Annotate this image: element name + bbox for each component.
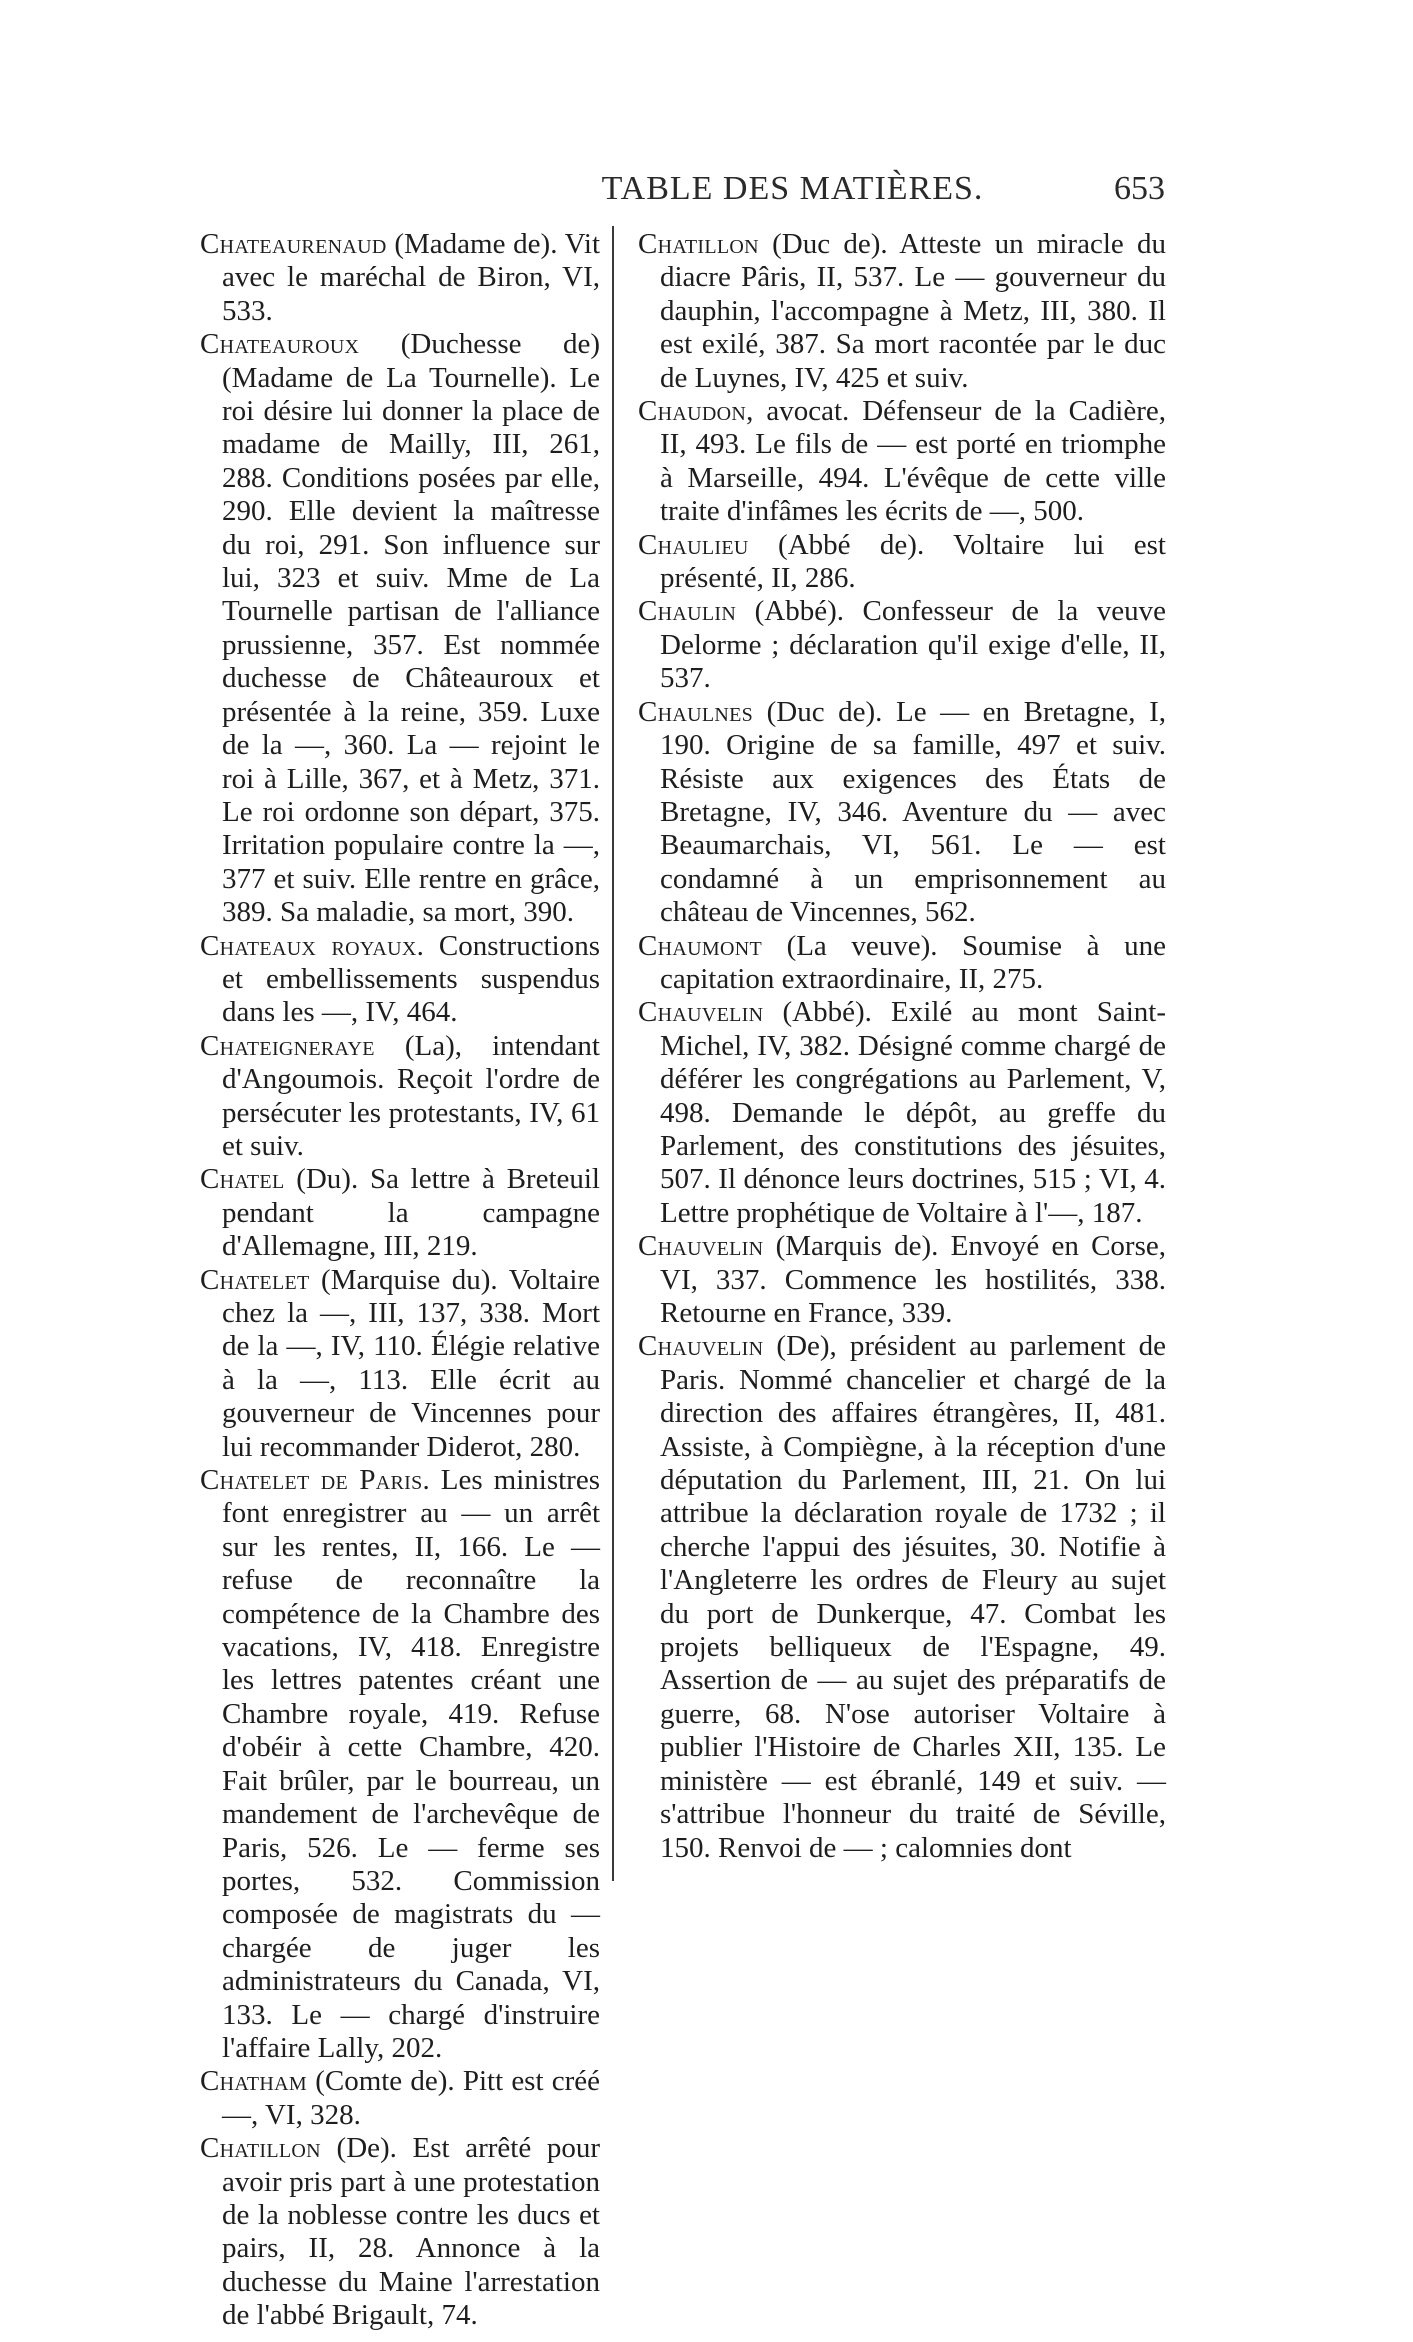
- entry-heading: Chateaux royaux: [200, 929, 417, 962]
- running-header: [420, 170, 1165, 214]
- index-entry: [200, 2065, 600, 2132]
- entry-heading: Chateigneraye: [200, 1029, 375, 1062]
- index-entry: [638, 696, 1166, 930]
- entry-text: (Duchesse de) (Madame de La Tournelle). Le roi désire lui donner la place de madame de Mailly, III, 261, 288. Conditions posées par elle, 290. Elle devient la maîtresse du roi, 291. Son influence sur lui, 323 et suiv. Mme de La Tournelle partisan de l'alliance prussienne, 357. Est nommée duchesse de Châteauroux et présentée à la reine, 359. Luxe de la —, 360. La — rejoint le roi à Lille, 367, et à Metz, 371. Le roi ordonne son départ, 375. Irritation populaire contre la —, 377 et suiv. Elle rentre en grâce, 389. Sa maladie, sa mort, 390.: [222, 328, 600, 929]
- entry-text: (Madame de). Vit avec le maréchal de Biron, VI, 533.: [222, 228, 600, 327]
- left-column: [200, 228, 600, 2333]
- entry-text: (Comte de). Pitt est créé —, VI, 328.: [222, 2065, 600, 2131]
- entry-text: (Duc de). Le — en Bretagne, I, 190. Origine de sa famille, 497 et suiv. Résiste aux exigences des États de Bretagne, IV, 346. Aventure du — avec Beaumarchais, VI, 561. Le — est condamné à un emprisonnement au château de Vincennes, 562.: [660, 695, 1166, 929]
- entry-heading: Chatillon: [200, 2132, 321, 2165]
- entry-heading: Chatham: [200, 2065, 307, 2098]
- entry-text: (Marquise du). Voltaire chez la —, III, 137, 338. Mort de la —, IV, 110. Élégie relative à la —, 113. Elle écrit au gouverneur de Vincennes pour lui recommander Diderot, 280.: [222, 1263, 600, 1463]
- entry-text: (De), président au parlement de Paris. Nommé chancelier et chargé de la direction des affaires étrangères, II, 481. Assiste, à Compiègne, à la réception d'une députation du Parlement, III, 21. On lui attribue la déclaration royale de 1732 ; il cherche l'appui des jésuites, 30. Notifie à l'Angleterre les ordres de Fleury au sujet du port de Dunkerque, 47. Combat les projets belliqueux de l'Espagne, 49. Assertion de — au sujet des préparatifs de guerre, 68. N'ose autoriser Voltaire à publier l'Histoire de Charles XII, 135. Le ministère — est ébranlé, 149 et suiv. — s'attribue l'honneur du traité de Séville, 150. Renvoi de — ; calomnies dont: [660, 1330, 1166, 1864]
- entry-heading: Chaumont: [638, 929, 762, 962]
- entry-text: . Constructions et embellissements suspendus dans les —, IV, 464.: [222, 929, 600, 1029]
- column-divider: [612, 226, 614, 1881]
- index-entry: [200, 930, 600, 1030]
- entry-text: . Les ministres font enregistrer au — un arrêt sur les rentes, II, 166. Le — refuse de reconnaître la compétence de la Chambre des vacations, IV, 418. Enregistre les lettres patentes créant une Chambre royale, 419. Refuse d'obéir à cette Chambre, 420. Fait brûler, par le bourreau, un mandement de l'archevêque de Paris, 526. Le — ferme ses portes, 532. Commission composée de magistrats du — chargée de juger les administrateurs du Canada, VI, 133. Le — chargé d'instruire l'affaire Lally, 202.: [222, 1464, 600, 2064]
- entry-text: (Abbé de). Voltaire lui est présenté, II, 286.: [660, 528, 1166, 595]
- index-entry: [200, 1464, 600, 2065]
- entry-text: (Abbé). Exilé au mont Saint-Michel, IV, 382. Désigné comme chargé de déférer les congrégations au Parlement, V, 498. Demande le dépôt, au greffe du Parlement, des constitutions des jésuites, 507. Il dénonce leurs doctrines, 515 ; VI, 4. Lettre prophétique de Voltaire à l'—, 187.: [660, 996, 1166, 1229]
- entry-text: (Du). Sa lettre à Breteuil pendant la campagne d'Allemagne, III, 219.: [222, 1163, 600, 1263]
- index-entry: [638, 930, 1166, 997]
- entry-text: , avocat. Défenseur de la Cadière, II, 493. Le fils de — est porté en triomphe à Marseille, 494. L'évêque de cette ville traite d'infâmes les écrits de —, 500.: [660, 395, 1166, 528]
- entry-heading: Chateauroux: [200, 328, 360, 361]
- entry-heading: Chatel: [200, 1163, 285, 1196]
- page-title: TABLE DES MATIÈRES.: [601, 170, 984, 207]
- entry-heading: Chaudon: [638, 395, 747, 428]
- right-column: [638, 228, 1166, 1865]
- index-entry: [200, 1163, 600, 1263]
- index-entry: [200, 228, 600, 328]
- page-number: 653: [1114, 170, 1165, 207]
- index-entry: [638, 996, 1166, 1230]
- entry-heading: Chaulieu: [638, 528, 749, 561]
- entry-heading: Chaulnes: [638, 695, 754, 728]
- entry-heading: Chatillon: [638, 228, 759, 260]
- entry-heading: Chateaurenaud: [200, 228, 387, 260]
- index-entry: [200, 1030, 600, 1164]
- entry-text: (Duc de). Atteste un miracle du diacre Pâris, II, 537. Le — gouverneur du dauphin, l'accompagne à Metz, III, 380. Il est exilé, 387. Sa mort racontée par le duc de Luynes, IV, 425 et suiv.: [660, 228, 1166, 394]
- entry-heading: Chatelet: [200, 1263, 310, 1296]
- index-entry: [200, 328, 600, 929]
- index-entry: [638, 395, 1166, 529]
- entry-text: (La), intendant d'Angoumois. Reçoit l'ordre de persécuter les protestants, IV, 61 et suiv.: [222, 1029, 600, 1162]
- index-entry: [638, 228, 1166, 395]
- index-entry: [200, 1264, 600, 1464]
- index-entry: [638, 1330, 1166, 1865]
- entry-heading: Chauvelin: [638, 1330, 764, 1363]
- entry-text: (La veuve). Soumise à une capitation extraordinaire, II, 275.: [660, 929, 1166, 995]
- index-entry: [638, 1230, 1166, 1330]
- index-entry: [638, 529, 1166, 596]
- entry-heading: Chauvelin: [638, 996, 764, 1029]
- entry-heading: Chaulin: [638, 595, 737, 628]
- index-entry: [200, 2132, 600, 2332]
- entry-text: (Marquis de). Envoyé en Corse, VI, 337. Commence les hostilités, 338. Retourne en France, 339.: [660, 1230, 1166, 1329]
- entry-text: (Abbé). Confesseur de la veuve Delorme ; déclaration qu'il exige d'elle, II, 537.: [660, 595, 1166, 695]
- index-entry: [638, 595, 1166, 695]
- entry-text: (De). Est arrêté pour avoir pris part à une protestation de la noblesse contre les ducs et pairs, II, 28. Annonce à la duchesse du Maine l'arrestation de l'abbé Brigault, 74.: [222, 2132, 600, 2332]
- entry-heading: Chauvelin: [638, 1230, 764, 1263]
- entry-heading: Chatelet de Paris: [200, 1464, 423, 1497]
